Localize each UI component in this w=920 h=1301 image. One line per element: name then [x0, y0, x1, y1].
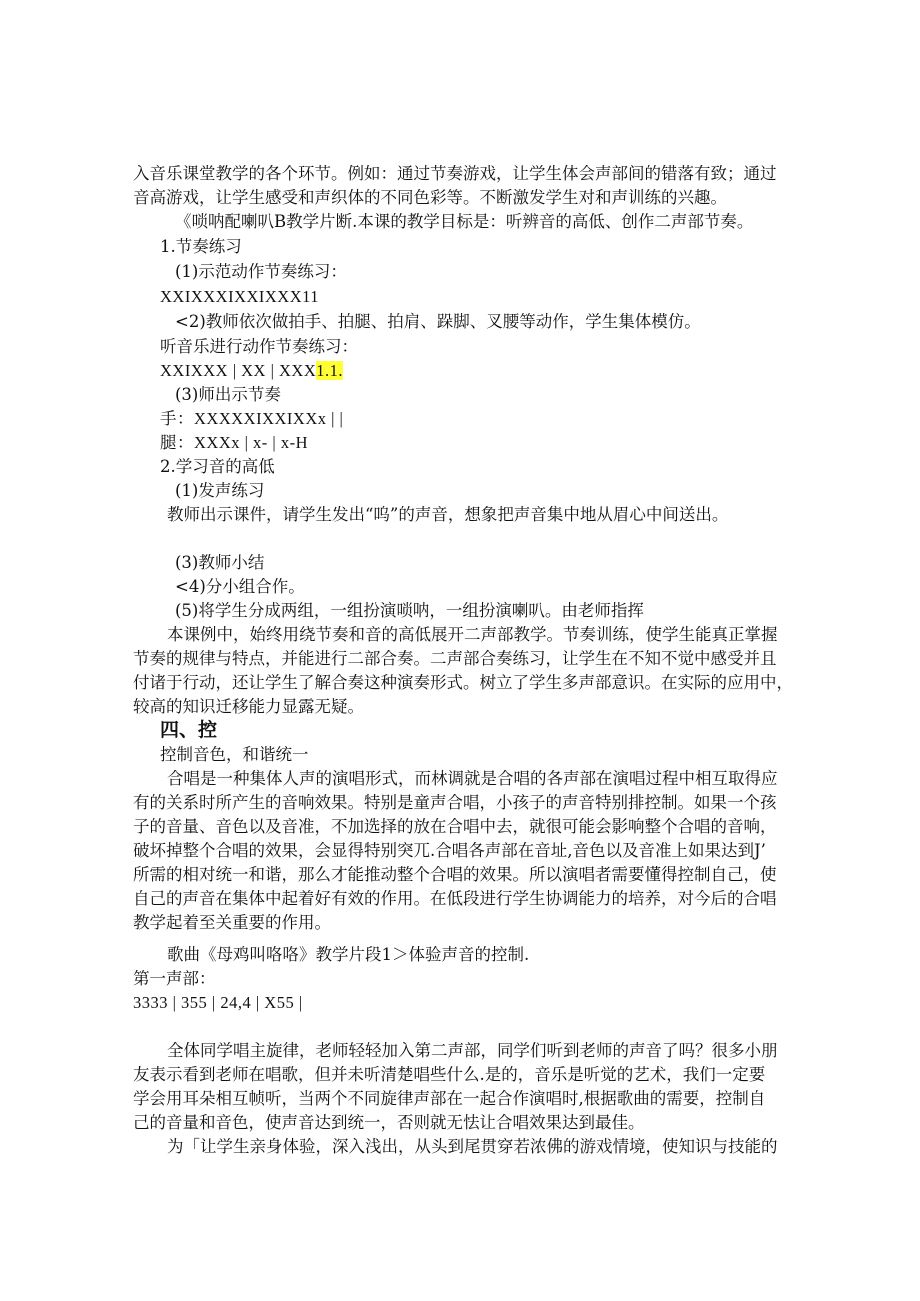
song-title: 歌曲《母鸡叫咯咯》教学片段1＞体验声音的控制. — [167, 945, 530, 964]
rhythm-leg: 腿：XXXx | x- | x-H — [160, 433, 309, 452]
paragraph-line: 教学起着至关重要的作用。 — [133, 913, 331, 932]
paragraph-line: 较高的知识迁移能力显露无疑。 — [133, 697, 364, 716]
subheading: 控制音色，和谐统一 — [160, 745, 309, 764]
section-title: 1.节奏练习 — [160, 237, 242, 256]
list-item: (5)将学生分成两组，一组扮演唢呐，一组扮演喇叭。由老师指挥 — [175, 601, 644, 620]
paragraph-line: 有的关系时所产生的音响效果。特别是童声合唱，小孩子的声音特别排控制。如果一个孩 — [133, 793, 777, 812]
paragraph-line: 己的音量和音色，使声音达到统一，否则就无怯让合唱效果达到最佳。 — [133, 1113, 645, 1132]
rhythm-notation: XXIXXXIXXIXXX11 — [160, 287, 320, 306]
paragraph-line: 所需的相对统一和谐，那么才能推动整个合唱的效果。所以演唱者需要懂得控制自己，使 — [133, 865, 777, 884]
rhythm-text: XXIXXX | XX | XXX — [160, 361, 317, 380]
list-item: <2)教师依次做拍手、拍腿、拍肩、跺脚、叉腰等动作，学生集体模仿。 — [175, 312, 701, 331]
highlighted-text: 1.1. — [316, 361, 344, 380]
voice-label: 第一声部： — [133, 969, 216, 988]
paragraph-line: 破坏掉整个合唱的效果，会显得特别突兀.合唱各声部在音址,音色以及音准上如果达到J’ — [133, 841, 766, 860]
list-item: (3)师出示节奏 — [175, 385, 281, 404]
list-item: (3)教师小结 — [175, 553, 265, 572]
list-item: (1)示范动作节奏练习： — [175, 262, 347, 281]
paragraph-line: 学会用耳朵相互帧听，当两个不同旋律声部在一起合作演唱时,根据歌曲的需要，控制自 — [133, 1089, 766, 1108]
paragraph-line: 《唢呐配喇叭B教学片断.本课的教学目标是：听辨音的高低、创作二声部节奏。 — [175, 212, 754, 231]
paragraph-line: 子的音量、音色以及音准，不加选择的放在合唱中去，就很可能会影响整个合唱的音响， — [133, 817, 777, 836]
paragraph-line: 全体同学唱主旋律，老师轻轻加入第二声部，同学们听到老师的声音了吗？很多小朋 — [167, 1041, 778, 1060]
paragraph-line: 听音乐进行动作节奏练习： — [160, 337, 358, 356]
paragraph-line: 教师出示课件，请学生发出“呜”的声音，想象把声音集中地从眉心中间送出。 — [167, 505, 729, 524]
paragraph-line: 入音乐课堂教学的各个环节。例如：通过节奏游戏，让学生体会声部间的错落有致；通过 — [133, 164, 777, 183]
paragraph-line: 合唱是一种集体人声的演唱形式，而林调就是合唱的各声部在演唱过程中相互取得应 — [167, 769, 778, 788]
section-title: 2.学习音的高低 — [160, 457, 275, 476]
section-heading: 四、控 — [160, 719, 218, 741]
paragraph-line: 节奏的规律与特点，并能进行二部合奏。二声部合奏练习，让学生在不知不觉中感受并且 — [133, 649, 777, 668]
rhythm-hand: 手：XXXXXIXXIXXx | | — [160, 409, 344, 428]
voice-notation: 3333 | 355 | 24,4 | X55 | — [133, 993, 303, 1012]
list-item: (1)发声练习 — [175, 481, 265, 500]
paragraph-line: 为「让学生亲身体验，深入浅出，从头到尾贯穿若浓佛的游戏情境，使知识与技能的 — [167, 1137, 778, 1156]
paragraph-line: 本课例中，始终用绕节奏和音的高低展开二声部教学。节奏训练，使学生能真正掌握 — [167, 625, 778, 644]
paragraph-line: 自己的声音在集体中起着好有效的作用。在低段进行学生协调能力的培养，对今后的合唱 — [133, 889, 777, 908]
paragraph-line: 付诸于行动，还让学生了解合奏这种演奏形式。树立了学生多声部意识。在实际的应用中， — [133, 673, 793, 692]
list-item: <4)分小组合作。 — [175, 577, 305, 596]
paragraph-line: 友表示看到老师在唱歌，但并未听清楚唱些什么.是的，音乐是听觉的艺术，我们一定要 — [133, 1065, 766, 1084]
paragraph-line: 音高游戏，让学生感受和声织体的不同色彩等。不断激发学生对和声训练的兴趣。 — [133, 188, 727, 207]
rhythm-notation — [160, 360, 343, 382]
